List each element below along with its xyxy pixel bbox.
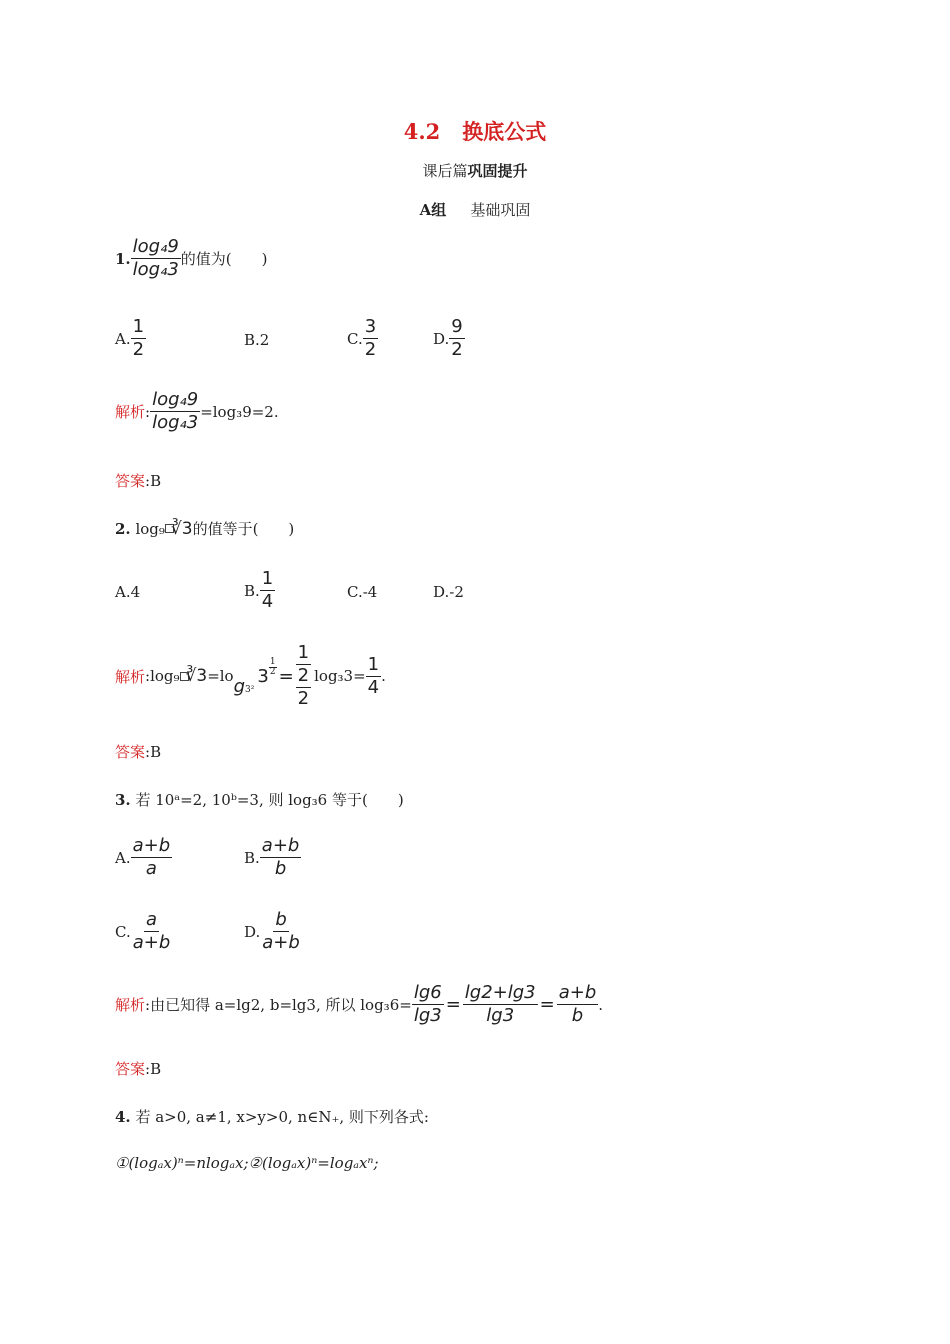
frac-mid: 2 [297,665,310,686]
frac-den: 2 [451,339,463,360]
q3-option-a [115,837,172,878]
q3-answer: 答案:B [115,1060,162,1078]
frac-den: 4 [261,591,274,612]
option-letter: A. [115,848,131,867]
q4-stem-text: 若 a>0, a≠1, x>y>0, n∈N₊, 则下列各式: [135,1108,429,1126]
option-fraction [260,570,275,611]
q1-answer: 答案:B [115,472,162,490]
option-value: 2 [259,331,270,349]
frac-den: a+b [132,932,171,953]
q2-answer: 答案:B [115,743,162,761]
analysis-root: ∛3 [185,666,208,686]
option-letter: B. [244,848,260,867]
frac-den: a+b [262,932,300,953]
frac-num: a+b [132,835,171,856]
frac-den: 4 [367,676,380,698]
q2-number: 2. [115,519,131,538]
frac-den: b [571,1005,584,1026]
analysis-label: 解析 [115,667,146,686]
q3-stem-text: 若 10ᵃ=2, 10ᵇ=3, 则 log₃6 等于( ) [135,791,404,809]
analysis-log3: log₃3= [314,667,366,685]
q2-stem-tail: 的值等于( ) [192,520,295,538]
q3-analysis: 解析 : 由已知得 a=lg2, b=lg3, 所以 log₃6= $\frac{\lg 6}{\lg 3}$ = $\frac{\lg 2+\lg 3}{\lg 3}$ = $\frac{a+b}{b}$ . [115,982,604,1026]
group-heading [0,199,950,220]
q1-option-b [244,331,269,349]
frac-den: log₄3 [152,412,199,433]
subtitle-prefix: 课后篇 [422,162,468,180]
frac-den: lg3 [486,1005,515,1026]
option-value: -4 [362,583,378,601]
option-letter: B. [244,581,260,600]
frac-num: 1 [261,568,274,589]
answer-label: 答案 [115,472,146,490]
option-letter: D. [433,329,450,348]
analysis-three: 3 [257,665,269,687]
inner-fraction [296,644,311,688]
frac-num: lg2+lg3 [464,982,536,1003]
analysis-base: 3² [245,685,255,695]
analysis-equals: = [278,665,294,687]
option-fraction [363,318,378,359]
q3-option-b [244,837,301,878]
q1-frac-den: log₄3 [132,259,179,280]
option-fraction [260,911,302,952]
answer-value: B [150,472,162,490]
q3-analysis-text: 由已知得 a=lg2, b=lg3, 所以 log₃6= [150,996,412,1014]
q1-frac-num: log₄9 [132,236,179,257]
q4-stem [115,1106,429,1127]
analysis-compound-fraction [296,644,311,708]
q3-option-d [244,911,302,952]
frac-num: 9 [451,316,463,337]
frac-den: 2 [297,688,310,709]
q1-option-d [433,318,465,359]
q2-stem [115,518,294,539]
q2-log: log₉ [135,519,165,538]
q1-analysis: 解析 : $\frac{\text{log₄9}}{\text{log₄3}}$ =log₃9=2. [115,389,279,433]
option-value: 4 [130,583,141,601]
analysis-label: 解析 [115,996,146,1014]
q1-analysis-tail: =log₃9=2. [200,402,279,421]
option-letter: C. [347,583,363,601]
q3-stem [115,789,404,810]
q1-option-a [115,318,146,359]
frac-den: 2 [269,666,276,677]
option-fraction [449,318,464,359]
analysis-result [366,653,381,698]
analysis-log: log₉ [150,667,180,685]
q2-option-b [244,570,275,611]
frac-den: 2 [364,339,377,360]
q2-root: ∛3 [170,518,193,539]
option-fraction [131,318,146,359]
subtitle [0,160,950,181]
frac-den: b [274,858,287,879]
q1-option-c [347,318,378,359]
q1-fraction [131,238,181,279]
frac-den: a [145,858,157,879]
q2-option-a [115,583,140,601]
answer-label: 答案 [115,743,146,761]
q1-stem [115,238,268,279]
page-title [0,116,950,146]
analysis-exponent [269,658,277,677]
option-letter: B. [244,331,260,349]
frac-num: log₄9 [152,389,199,410]
answer-value: B [150,743,162,761]
q3-option-c [115,911,172,952]
answer-label: 答案 [115,1060,146,1078]
option-letter: A. [115,583,131,601]
q3-fraction-1 [412,984,444,1025]
q1-analysis-fraction [150,391,200,432]
q1-number: 1. [115,249,131,268]
q2-option-c [347,583,377,601]
analysis-label: 解析 [115,403,146,421]
option-letter: C. [115,922,131,941]
option-value: -2 [449,583,464,601]
option-letter: D. [244,922,261,941]
answer-value: B [150,1060,162,1078]
option-letter: A. [115,329,131,348]
frac-num: a+b [558,982,597,1003]
option-letter: D. [433,583,450,601]
option-fraction [131,911,173,952]
q1-stem-tail: 的值为( ) [180,250,268,268]
group-text: 基础巩固 [470,201,531,219]
option-letter: C. [347,329,363,348]
q2-analysis: 解析 : log₉ ∛3 =lo g 3² 3 $\frac{1}{2}$ = $\frac{\frac{1}{2}}{2}$ log₃3= $\frac{1}{4}$ . [115,642,386,709]
frac-num: 1 [132,316,145,337]
q3-number: 3. [115,791,131,809]
frac-num: 3 [364,316,377,337]
q4-items: ①(logₐx)ⁿ=nlogₐx;②(logₐx)ⁿ=logₐxⁿ; [115,1154,379,1172]
frac-num: b [275,909,287,930]
option-fraction [260,837,302,878]
frac-num: 1 [367,653,380,675]
q3-fraction-3 [557,984,599,1025]
frac-num: a [145,909,157,930]
title-text: 换底公式 [462,119,547,144]
subtitle-bold: 巩固提升 [467,162,528,180]
title-number: 4.2 [403,119,441,144]
frac-num: a+b [261,835,300,856]
frac-num: 1 [269,656,276,667]
q3-fraction-2 [463,984,538,1025]
q2-option-d [433,583,464,601]
frac-den: 2 [132,339,145,360]
group-letter: A组 [419,201,447,219]
q4-number: 4. [115,1108,131,1126]
frac-den: lg3 [413,1005,442,1026]
analysis-g: g [233,675,246,697]
frac-num: 1 [297,642,310,663]
option-fraction [131,837,173,878]
analysis-lo: =lo [207,667,234,685]
frac-num: lg6 [413,982,442,1003]
